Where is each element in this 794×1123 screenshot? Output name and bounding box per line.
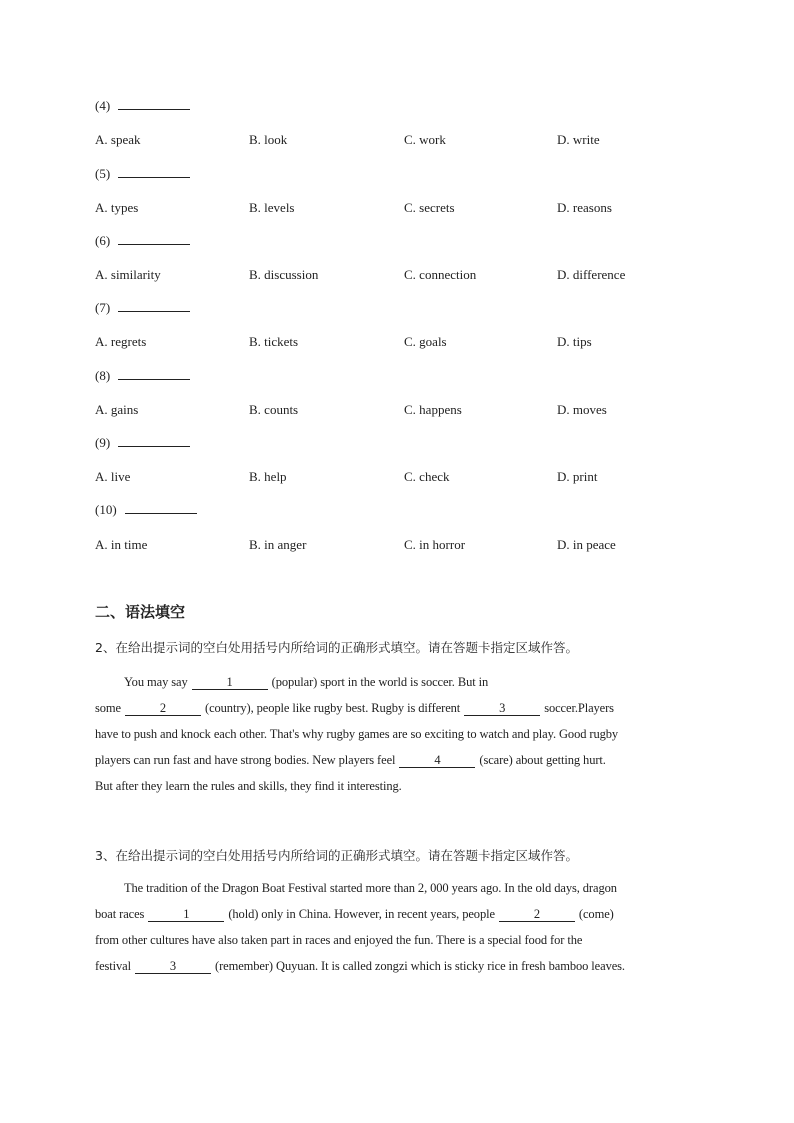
option-c: C. check [404, 469, 450, 484]
options-row-4 [95, 130, 715, 150]
answer-blank[interactable] [118, 96, 190, 110]
text: You may say [124, 675, 188, 689]
option-c: C. happens [404, 402, 462, 417]
passage-line: have to push and knock each other. That's why rugby games are so exciting to watch and play. Good rugby [95, 727, 619, 741]
gap-blank-3[interactable]: 3 [135, 959, 211, 974]
gap-blank-2[interactable]: 2 [125, 701, 201, 716]
passage-line: from other cultures have also taken part in races and enjoyed the fun. There is a special food for the [95, 933, 583, 947]
answer-blank[interactable] [118, 231, 190, 245]
text: (come) [578, 907, 614, 921]
question-number: (7) [95, 300, 111, 315]
option-b: B. counts [249, 402, 299, 417]
option-a: A. live [95, 469, 131, 484]
option-d: D. write [557, 132, 600, 147]
question-number: (4) [95, 98, 111, 113]
passage-line [95, 747, 698, 773]
question-7 [95, 298, 190, 318]
options-row-6 [95, 265, 715, 285]
option-a: A. similarity [95, 267, 161, 282]
passage-line [95, 695, 698, 721]
options-row-10 [95, 535, 715, 555]
option-c: C. secrets [404, 200, 455, 215]
question-number: (8) [95, 368, 111, 383]
answer-blank[interactable] [118, 164, 190, 178]
text: (country), people like rugby best. Rugby is different [205, 701, 461, 715]
answer-blank[interactable] [118, 433, 190, 447]
options-row-8 [95, 400, 715, 420]
passage-line [95, 901, 698, 927]
option-a: A. in time [95, 537, 148, 552]
question-number: (9) [95, 435, 111, 450]
text: players can run fast and have strong bodies. New players feel [95, 753, 396, 767]
text: soccer.Players [544, 701, 614, 715]
option-d: D. difference [557, 267, 626, 282]
question-8 [95, 366, 190, 386]
options-row-9 [95, 467, 715, 487]
option-d: D. tips [557, 334, 592, 349]
option-d: D. reasons [557, 200, 612, 215]
question-number: (6) [95, 233, 111, 248]
option-b: B. help [249, 469, 287, 484]
question-10 [95, 500, 197, 520]
text: boat races [95, 907, 145, 921]
option-a: A. gains [95, 402, 139, 417]
option-c: C. goals [404, 334, 447, 349]
q2-instruction: 2、在给出提示词的空白处用括号内所给词的正确形式填空。请在答题卡指定区域作答。 [95, 640, 578, 655]
passage-line [95, 669, 698, 695]
section-title: 二、语法填空 [95, 603, 186, 621]
text: (remember) Quyuan. It is called zongzi which is sticky rice in fresh bamboo leaves. [215, 959, 625, 973]
option-b: B. look [249, 132, 288, 147]
gap-blank-3[interactable]: 3 [464, 701, 540, 716]
option-c: C. connection [404, 267, 477, 282]
passage-line: But after they learn the rules and skills, they find it interesting. [95, 779, 402, 793]
gap-blank-1[interactable]: 1 [148, 907, 224, 922]
answer-blank[interactable] [118, 298, 190, 312]
question-9 [95, 433, 190, 453]
option-b: B. tickets [249, 334, 299, 349]
passage-line [95, 953, 698, 979]
gap-blank-1[interactable]: 1 [192, 675, 268, 690]
question-6 [95, 231, 190, 251]
answer-blank[interactable] [118, 366, 190, 380]
gap-blank-4[interactable]: 4 [399, 753, 475, 768]
text: (popular) sport in the world is soccer. But in [271, 675, 489, 689]
text: (hold) only in China. However, in recent years, people [228, 907, 495, 921]
option-b: B. levels [249, 200, 295, 215]
option-b: B. discussion [249, 267, 319, 282]
option-d: D. in peace [557, 537, 616, 552]
option-a: A. types [95, 200, 139, 215]
option-c: C. work [404, 132, 446, 147]
option-d: D. print [557, 469, 598, 484]
text: (scare) about getting hurt. [479, 753, 606, 767]
question-number: (5) [95, 166, 111, 181]
passage-line: The tradition of the Dragon Boat Festival started more than 2, 000 years ago. In the old days, dragon [124, 881, 617, 895]
options-row-5 [95, 198, 715, 218]
q3-instruction: 3、在给出提示词的空白处用括号内所给词的正确形式填空。请在答题卡指定区域作答。 [95, 848, 578, 863]
option-a: A. speak [95, 132, 141, 147]
text: some [95, 701, 121, 715]
question-5 [95, 164, 190, 184]
q2-passage [95, 669, 698, 799]
answer-blank[interactable] [125, 500, 197, 514]
question-number: (10) [95, 502, 117, 517]
option-a: A. regrets [95, 334, 147, 349]
text: festival [95, 959, 131, 973]
gap-blank-2[interactable]: 2 [499, 907, 575, 922]
q3-passage [95, 875, 698, 979]
option-b: B. in anger [249, 537, 307, 552]
option-c: C. in horror [404, 537, 466, 552]
question-4 [95, 96, 190, 116]
option-d: D. moves [557, 402, 607, 417]
options-row-7 [95, 332, 715, 352]
